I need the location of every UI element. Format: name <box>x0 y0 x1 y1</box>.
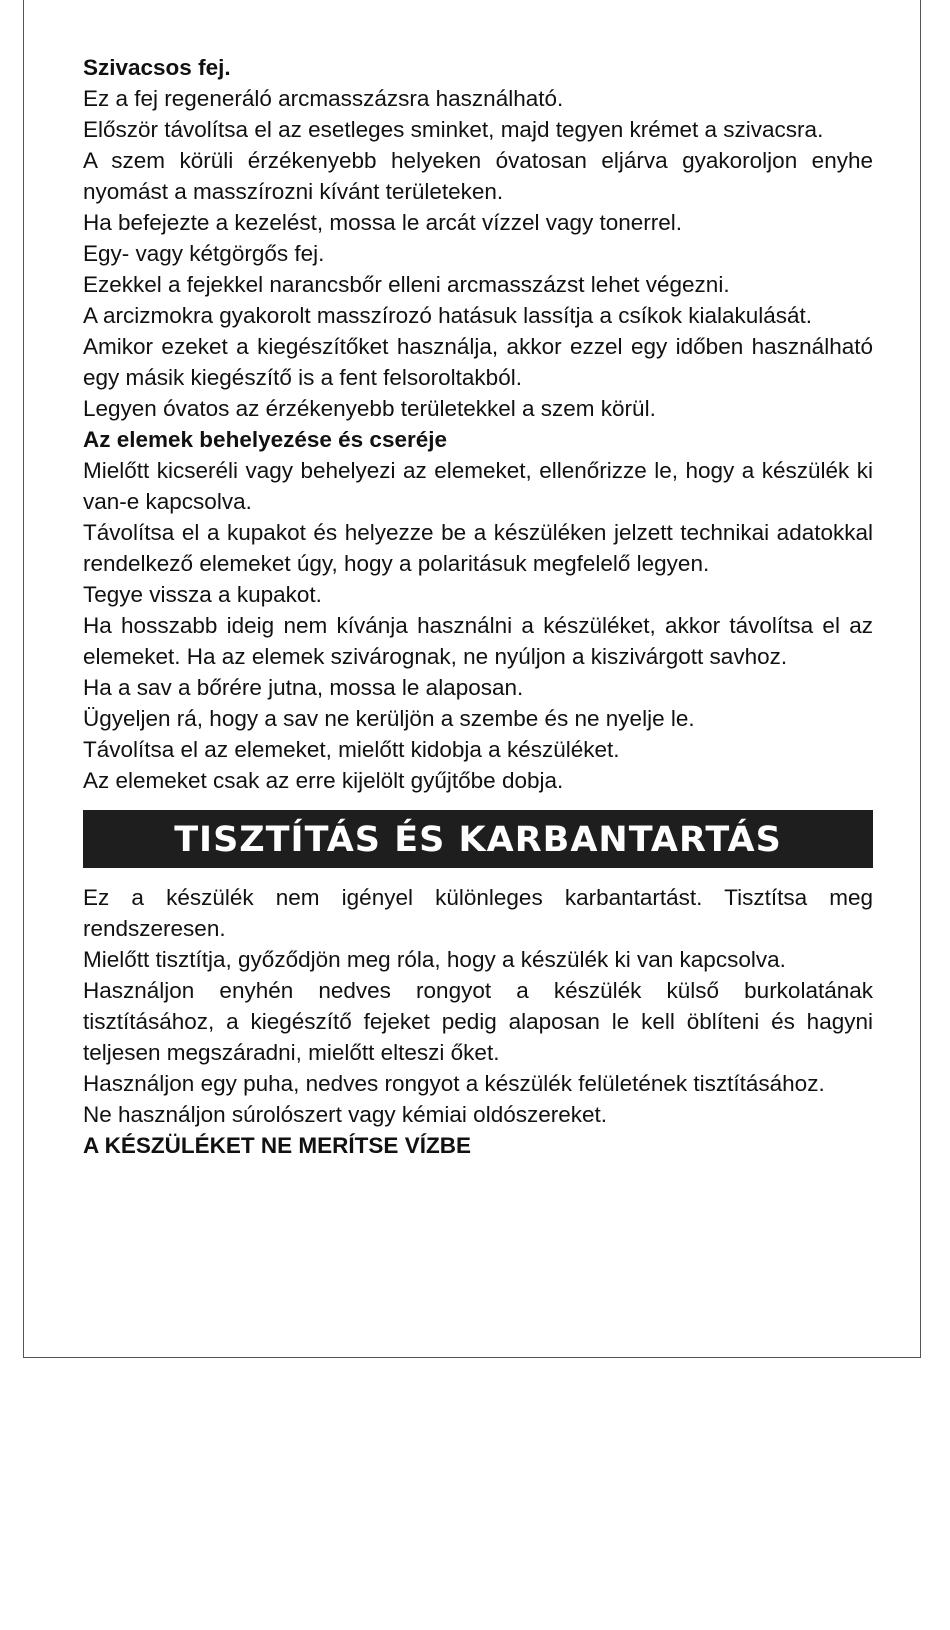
paragraph: Ez a fej regeneráló arcmasszázsra használható. <box>83 86 564 111</box>
paragraph: Legyen óvatos az érzékenyebb területekkel a szem körül. <box>83 396 656 421</box>
paragraph: Használjon enyhén nedves rongyot a készülék külső burkolatának tisztításához, a kiegészítő fejeket pedig alaposan le kell öblíteni és hagyni teljesen megszáradni, mielőtt elteszi őket. <box>83 978 873 1065</box>
paragraph: Ügyeljen rá, hogy a sav ne kerüljön a szembe és ne nyelje le. <box>83 706 695 731</box>
paragraph: Először távolítsa el az esetleges sminket, majd tegyen krémet a szivacsra. <box>83 117 824 142</box>
paragraph: Használjon egy puha, nedves rongyot a készülék felületének tisztításához. <box>83 1071 825 1096</box>
paragraph: A arcizmokra gyakorolt masszírozó hatásuk lassítja a csíkok kialakulását. <box>83 303 813 328</box>
paragraph: Ne használjon súrolószert vagy kémiai oldószereket. <box>83 1102 608 1127</box>
paragraph: Mielőtt kicseréli vagy behelyezi az elemeket, ellenőrizze le, hogy a készülék ki van-e kapcsolva. <box>83 458 873 514</box>
paragraph: Ezekkel a fejekkel narancsbőr elleni arcmasszázst lehet végezni. <box>83 272 730 297</box>
paragraph: A szem körüli érzékenyebb helyeken óvatosan eljárva gyakoroljon enyhe nyomást a masszírozni kívánt területeken. <box>83 148 873 204</box>
cleaning-section-band: TISZTÍTÁS ÉS KARBANTARTÁS <box>83 810 873 868</box>
paragraph: Egy- vagy kétgörgős fej. <box>83 241 325 266</box>
document-body <box>83 52 873 1161</box>
paragraph: Ha hosszabb ideig nem kívánja használni a készüléket, akkor távolítsa el az elemeket. Ha az elemek szivárognak, ne nyúljon a kiszivárgott savhoz. <box>83 613 873 669</box>
paragraph: Ha a sav a bőrére jutna, mossa le alaposan. <box>83 675 524 700</box>
paragraph: Az elemeket csak az erre kijelölt gyűjtőbe dobja. <box>83 768 564 793</box>
paragraph: Ha befejezte a kezelést, mossa le arcát vízzel vagy tonerrel. <box>83 210 683 235</box>
paragraph: Távolítsa el az elemeket, mielőtt kidobja a készüléket. <box>83 737 620 762</box>
batteries-heading: Az elemek behelyezése és cseréje <box>83 427 447 452</box>
paragraph: Mielőtt tisztítja, győződjön meg róla, hogy a készülék ki van kapcsolva. <box>83 947 786 972</box>
water-warning: A KÉSZÜLÉKET NE MERÍTSE VÍZBE <box>83 1133 471 1158</box>
paragraph: Távolítsa el a kupakot és helyezze be a készüléken jelzett technikai adatokkal rendelkező elemeket úgy, hogy a polaritásuk megfelelő legyen. <box>83 520 873 576</box>
paragraph: Ez a készülék nem igényel különleges karbantartást. Tisztítsa meg rendszeresen. <box>83 885 873 941</box>
paragraph: Amikor ezeket a kiegészítőket használja, akkor ezzel egy időben használható egy másik kiegészítő is a fent felsoroltakból. <box>83 334 873 390</box>
sponge-head-heading: Szivacsos fej. <box>83 55 231 80</box>
paragraph: Tegye vissza a kupakot. <box>83 582 322 607</box>
